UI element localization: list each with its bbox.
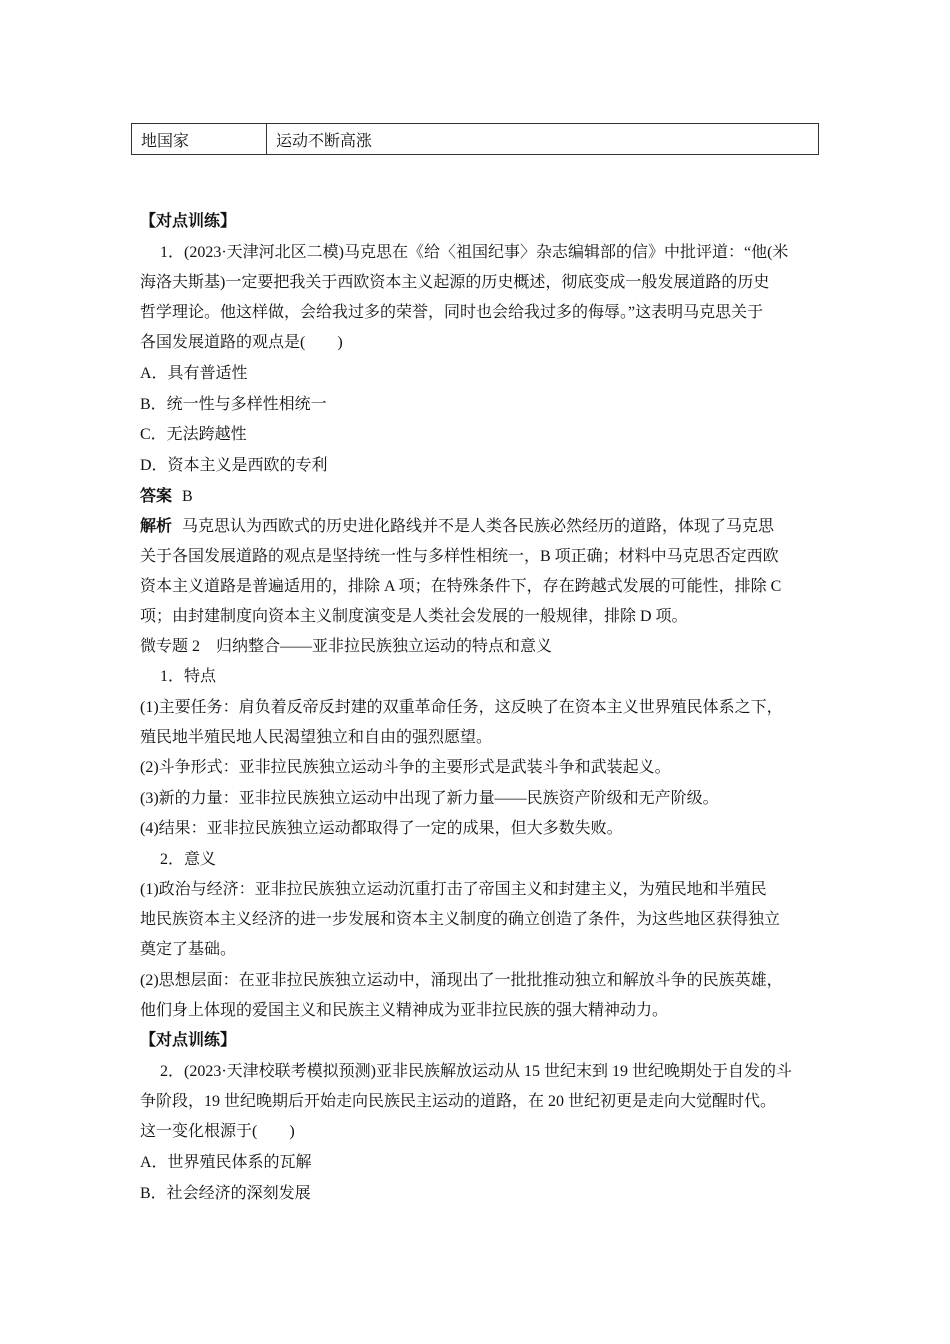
question-line: 争阶段，19 世纪晚期后开始走向民族民主运动的道路，在 20 世纪初更是走向大觉醒时代。: [140, 1093, 777, 1110]
option-c: C．无法跨越性: [140, 426, 247, 443]
question-line: 1．(2023·天津河北区二模)马克思在《给〈祖国纪事〉杂志编辑部的信》中批评道：“他(米: [160, 244, 789, 261]
option-d: D．资本主义是西欧的专利: [140, 457, 328, 474]
features-heading: 1．特点: [160, 668, 217, 685]
analysis-text: 马克思认为西欧式的历史进化路线并不是人类各民族必然经历的道路，体现了马克思: [182, 518, 775, 535]
question-line: 哲学理论。他这样做，会给我过多的荣誉，同时也会给我过多的侮辱。”这表明马克思关于: [140, 304, 764, 321]
feature-line: (2)斗争形式：亚非拉民族独立运动斗争的主要形式是武装斗争和武装起义。: [140, 759, 671, 776]
section-header: 【对点训练】: [140, 213, 237, 230]
question-line: 海洛夫斯基)一定要把我关于西欧资本主义起源的历史概述，彻底变成一般发展道路的历史: [140, 274, 770, 291]
significance-heading: 2．意义: [160, 851, 217, 868]
section-header: 【对点训练】: [140, 1032, 237, 1049]
question-line: 2．(2023·天津校联考模拟预测)亚非民族解放运动从 15 世纪末到 19 世纪晚期处于自发的斗: [160, 1063, 792, 1080]
analysis-line: 项；由封建制度向资本主义制度演变是人类社会发展的一般规律，排除 D 项。: [140, 608, 688, 625]
answer-value: B: [182, 488, 193, 505]
table-cell-right: 运动不断高涨: [267, 124, 819, 155]
option-a: A．世界殖民体系的瓦解: [140, 1154, 312, 1171]
option-b: B．社会经济的深刻发展: [140, 1185, 311, 1202]
question-line: 这一变化根源于( ): [140, 1123, 295, 1140]
feature-line: (3)新的力量：亚非拉民族独立运动中出现了新力量——民族资产阶级和无产阶级。: [140, 790, 719, 807]
summary-table: [131, 123, 819, 155]
option-b: B．统一性与多样性相统一: [140, 396, 327, 413]
significance-line: 他们身上体现的爱国主义和民族主义精神成为亚非拉民族的强大精神动力。: [140, 1002, 669, 1019]
question-line: 各国发展道路的观点是( ): [140, 334, 343, 351]
option-a: A．具有普适性: [140, 365, 248, 382]
significance-line: (1)政治与经济：亚非拉民族独立运动沉重打击了帝国主义和封建主义，为殖民地和半殖民: [140, 881, 767, 898]
answer-line: [140, 487, 820, 507]
answer-label: 答案: [140, 488, 173, 505]
topic-title: 微专题 2 归纳整合——亚非拉民族独立运动的特点和意义: [140, 638, 553, 655]
table-row: [132, 124, 819, 155]
analysis-label: 解析: [140, 518, 173, 535]
table-cell-left: 地国家: [132, 124, 267, 155]
significance-line: 地民族资本主义经济的进一步发展和资本主义制度的确立创造了条件，为这些地区获得独立: [140, 911, 781, 928]
feature-line: (4)结果：亚非拉民族独立运动都取得了一定的成果，但大多数失败。: [140, 820, 623, 837]
feature-line: 殖民地半殖民地人民渴望独立和自由的强烈愿望。: [140, 729, 493, 746]
significance-line: 奠定了基础。: [140, 941, 237, 958]
feature-line: (1)主要任务：肩负着反帝反封建的双重革命任务，这反映了在资本主义世界殖民体系之下，: [140, 699, 783, 716]
analysis-line: 资本主义道路是普遍适用的，排除 A 项；在特殊条件下，存在跨越式发展的可能性，排除 C: [140, 578, 782, 595]
analysis-line: 关于各国发展道路的观点是坚持统一性与多样性相统一，B 项正确；材料中马克思否定西欧: [140, 548, 779, 565]
significance-line: (2)思想层面：在亚非拉民族独立运动中，涌现出了一批批推动独立和解放斗争的民族英雄，: [140, 972, 783, 989]
analysis-line: [140, 517, 820, 537]
